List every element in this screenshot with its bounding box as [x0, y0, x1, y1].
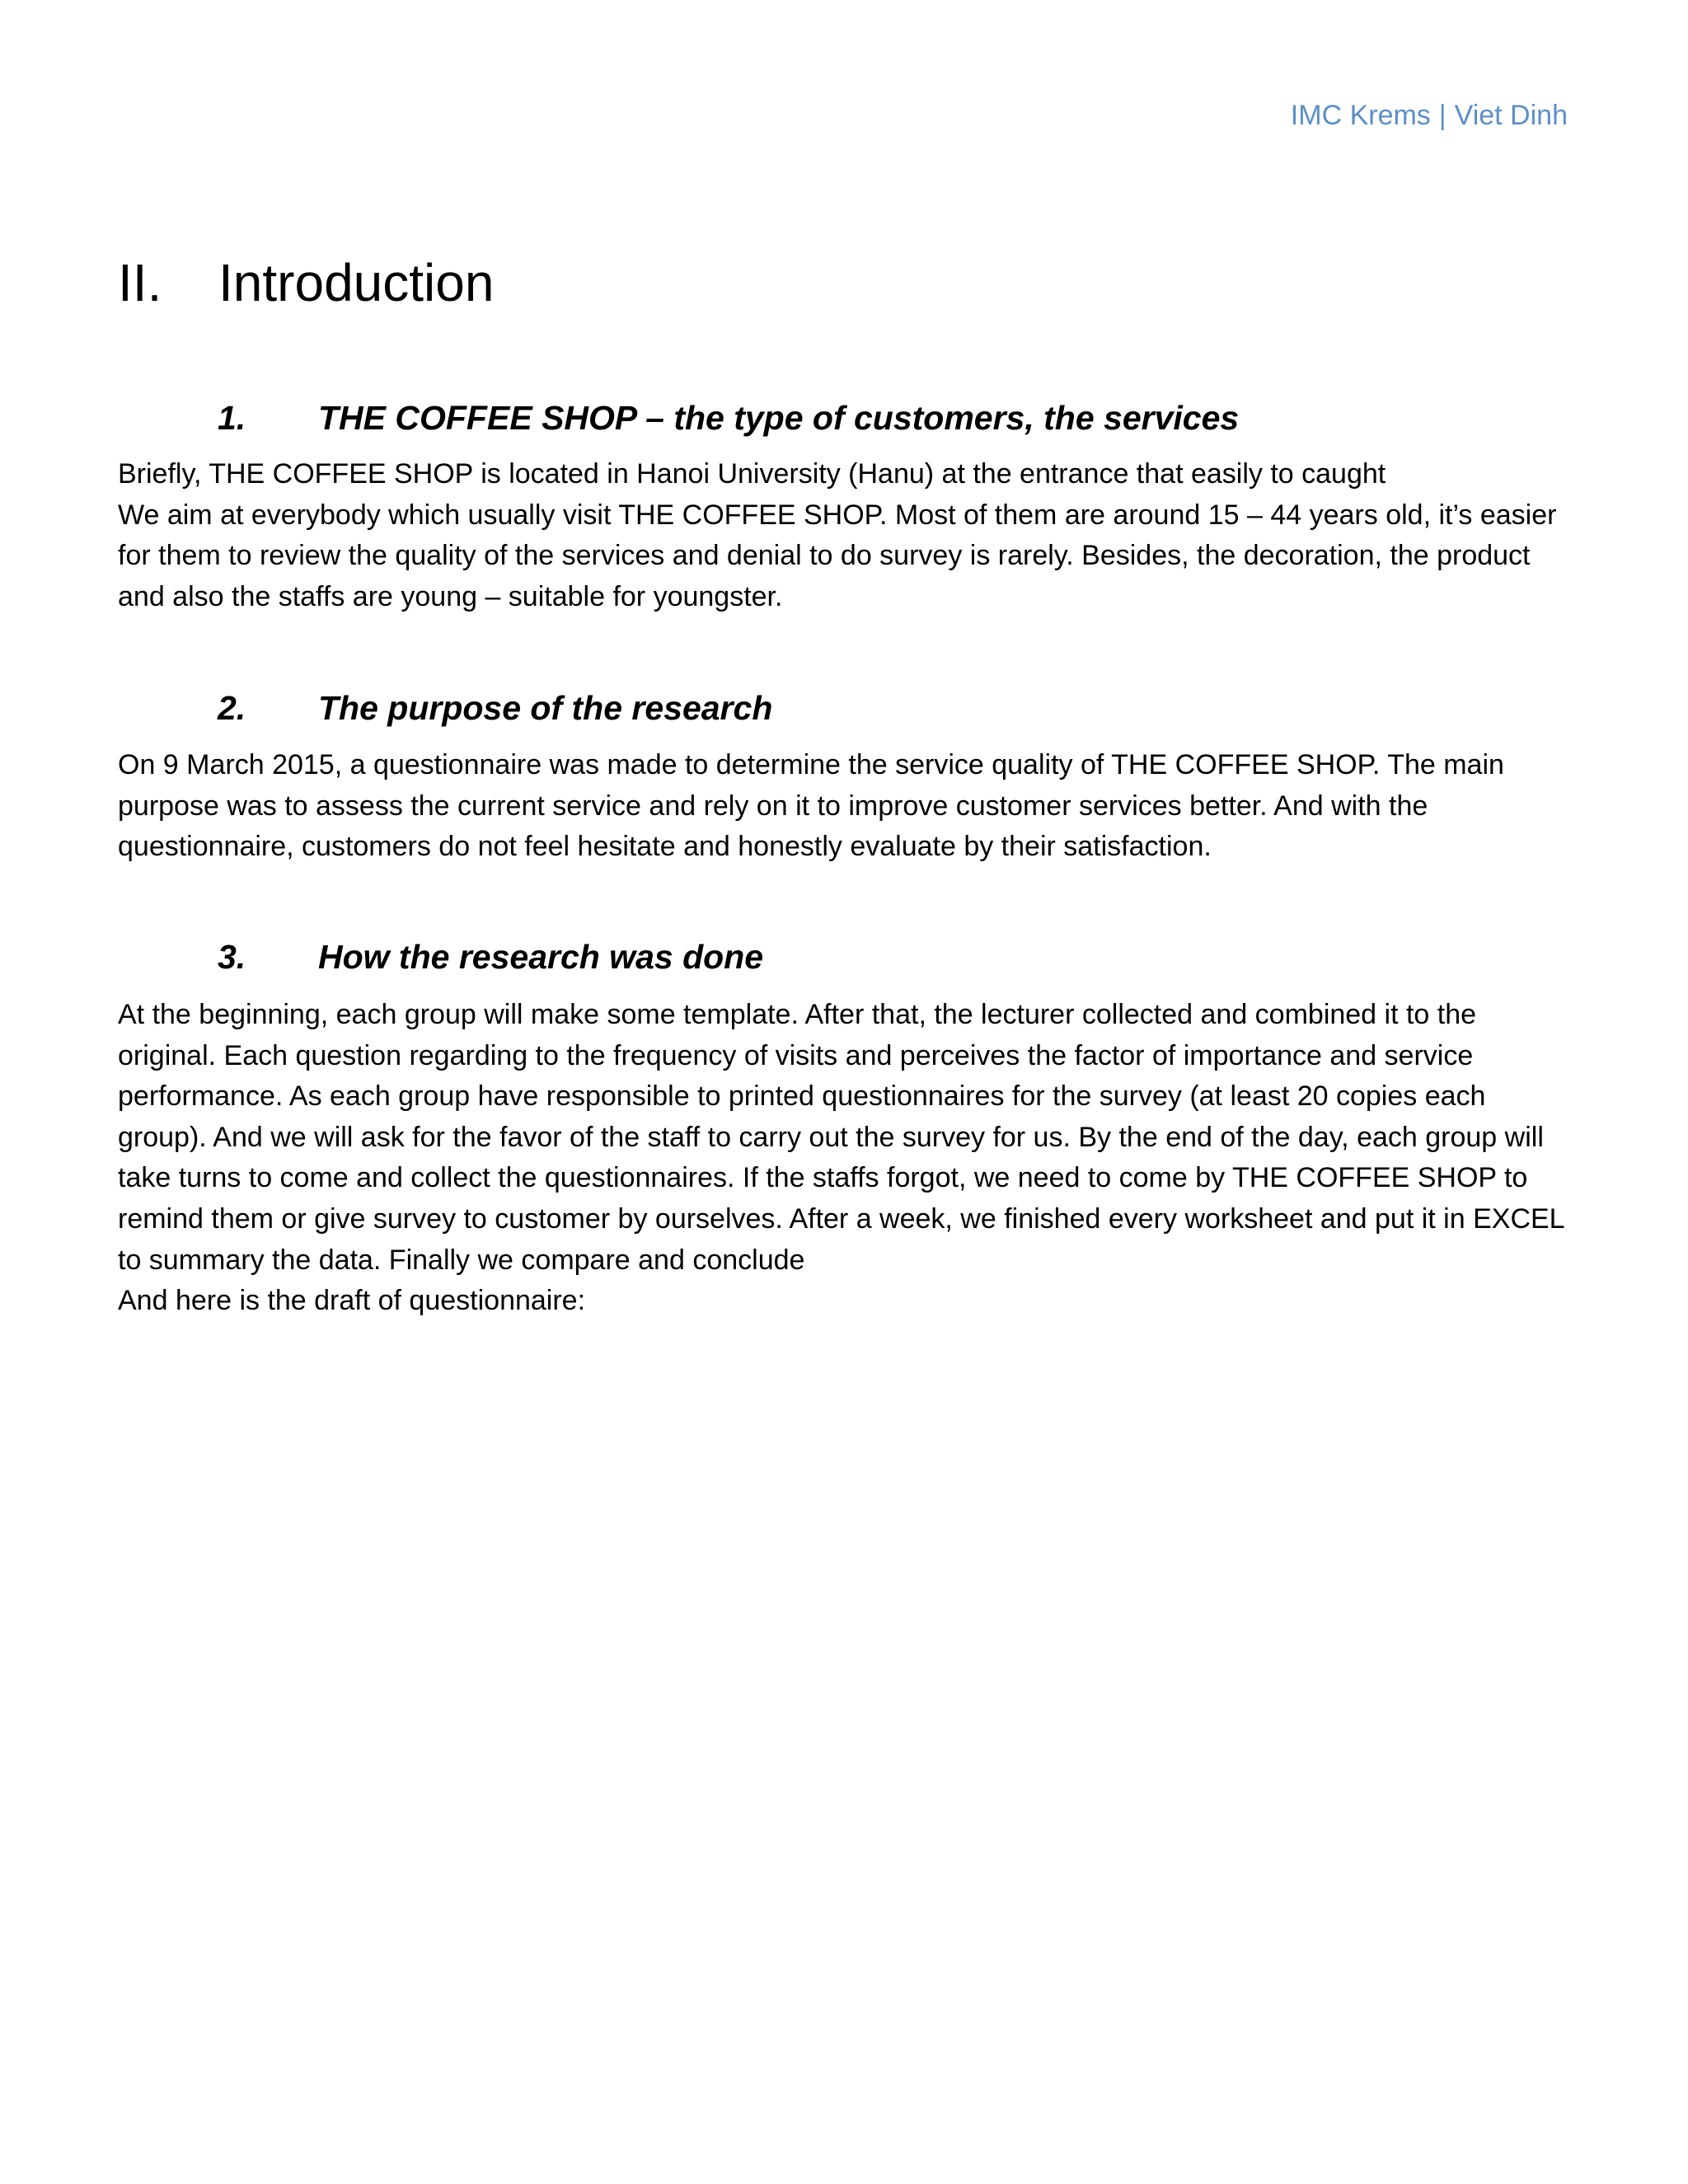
section-number: II. [118, 253, 162, 312]
paragraph: We aim at everybody which usually visit THE COFFEE SHOP. Most of them are around 15 – 44 years old, it’s easier for them to review the quality of the services and denial to do survey is rarely. Besides, the decoration, the product and also the staffs are young – suitable for youngster. [118, 499, 1557, 612]
subsection-body-1 [118, 454, 1570, 617]
subsection-heading-3 [218, 938, 763, 977]
subsection-number: 2. [218, 689, 246, 727]
subsection-body-3 [118, 995, 1570, 1322]
header-org: IMC Krems [1290, 100, 1431, 131]
header-author: Viet Dinh [1454, 100, 1568, 131]
subsection-number: 3. [218, 938, 246, 976]
subsection-title: How the research was done [318, 938, 764, 976]
subsection-heading-2 [218, 689, 772, 728]
paragraph: At the beginning, each group will make some template. After that, the lecturer collected and combined it to the original. Each question regarding to the frequency of visits and perceives the factor of importance and service performance. As each group have responsible to printed questionnaires for the survey (at least 20 copies each group). And we will ask for the favor of the staff to carry out the survey for us. By the end of the day, each group will take turns to come and collect the questionnaires. If the staffs forgot, we need to come by THE COFFEE SHOP to remind them or give survey to customer by ourselves. After a week, we finished every worksheet and put it in EXCEL to summary the data. Finally we compare and conclude [118, 999, 1564, 1276]
subsection-number: 1. [218, 399, 246, 437]
subsection-title: THE COFFEE SHOP – the type of customers, the services [318, 399, 1240, 437]
subsection-body-2 [118, 745, 1570, 868]
paragraph: Briefly, THE COFFEE SHOP is located in Hanoi University (Hanu) at the entrance that easily to caught [118, 458, 1386, 490]
paragraph: On 9 March 2015, a questionnaire was made to determine the service quality of THE COFFEE SHOP. The main purpose was to assess the current service and rely on it to improve customer services better. And with the questionnaire, customers do not feel hesitate and honestly evaluate by their satisfaction. [118, 749, 1504, 863]
paragraph: And here is the draft of questionnaire: [118, 1285, 586, 1317]
section-heading [118, 252, 494, 313]
section-title: Introduction [218, 253, 495, 312]
page-header [1291, 100, 1568, 132]
subsection-heading-1 [218, 399, 1239, 438]
header-separator: | [1438, 100, 1447, 131]
subsection-title: The purpose of the research [318, 689, 773, 727]
